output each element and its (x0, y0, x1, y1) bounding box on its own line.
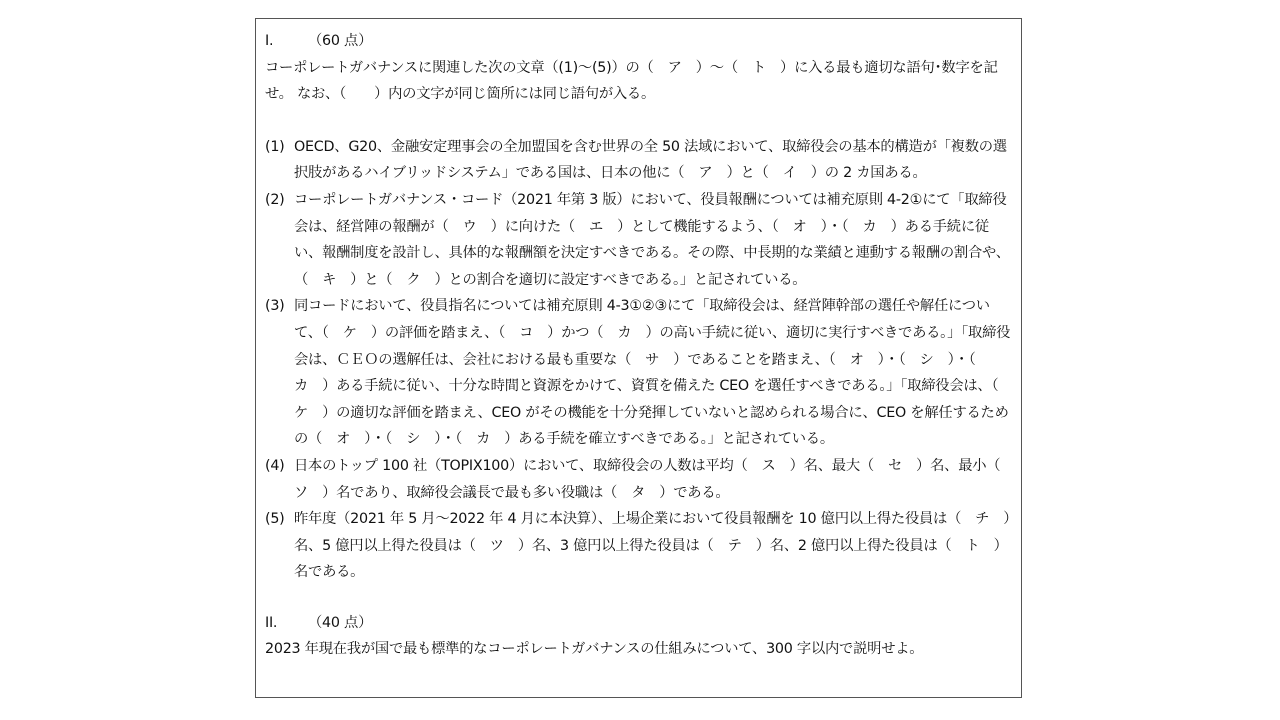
question-item-4 (265, 453, 1015, 506)
question-box (255, 18, 1022, 698)
spacer (265, 108, 1011, 134)
question-item-3 (265, 293, 1011, 453)
spacer (265, 586, 1011, 610)
item-text: コーポレートガバナンス・コード（2021 年第 3 版）において、役員報酬については補充原則 4-2①にて「取締役会は、経営陣の報酬が（ ウ ）に向けた（ エ ）として機能するよう、（ オ ）・（ カ ）ある手続に従い、報酬制度を設計し、具体的な報酬額を決定すべきである。その際、中長期的な業績と連動する報酬の割合や、（ キ ）と（ ク ）との割合を適切に設定すべきである。」と記されている。 (294, 191, 1010, 288)
item-number: (1) (265, 138, 285, 155)
question-item-2 (265, 187, 1011, 293)
item-number: (4) (265, 457, 285, 474)
item-number: (3) (265, 298, 285, 315)
item-text: 日本のトップ 100 社（TOPIX100）において、取締役会の人数は平均（ ス ）名、最大（ セ ）名、最小（ ソ ）名であり、取締役会議長で最も多い役職は（ タ ）である。 (294, 457, 1015, 501)
section-2-number: II. (265, 614, 278, 631)
item-number: (5) (265, 511, 285, 528)
section-2-instruction: 2023 年現在我が国で最も標準的なコーポレートガバナンスの仕組みについて、300 字以内で説明せよ。 (265, 641, 924, 658)
item-number: (2) (265, 191, 285, 208)
item-text: 同コードにおいて、役員指名については補充原則 4-3①②③にて「取締役会は、経営陣幹部の選任や解任について、（ ケ ）の評価を踏まえ、（ コ ）かつ（ カ ）の高い手続に従い、適切に実行すべきである。」「取締役会は、ＣＥＯの選解任は、会社における最も重要な（ サ ）であることを踏まえ、（ オ ）・（ シ ）・（ カ ）ある手続に従い、十分な時間と資源をかけて、資質を備えた CEO を選任すべきである。」「取締役会は、（ ケ ）の適切な評価を踏まえ、CEO がその機能を十分発揮していないと認められる場合に、CEO を解任するための（ オ ）・（ シ ）・（ カ ）ある手続を確立すべきである。」と記されている。 (294, 298, 1013, 448)
section-2-header (265, 610, 1011, 637)
item-text: 昨年度（2021 年 5 月～2022 年 4 月に本決算）、上場企業において役員報酬を 10 億円以上得た役員は（ チ ）名、5 億円以上得た役員は（ ツ ）名、3 億円以上得た役員は（ テ ）名、2 億円以上得た役員は（ ト ）名である。 (294, 511, 1011, 581)
section-1-number: I. (265, 33, 274, 49)
section-1-points: （60 点） (308, 33, 373, 49)
section-1-header (265, 28, 1011, 55)
question-item-5 (265, 506, 1011, 586)
section-1-instruction: コーポレートガバナンスに関連した次の文章（(1)～(5)）の（ ア ）～（ ト ）に入る最も適切な語句･数字を記せ。 なお、（ ）内の文字が同じ箇所には同じ語句が入る。 (265, 59, 998, 103)
question-item-1 (265, 134, 1011, 187)
section-2-points: （40 点） (308, 614, 373, 631)
item-text: OECD、G20、金融安定理事会の全加盟国を含む世界の全 50 法域において、取締役会の基本的構造が「複数の選択肢があるハイブリッドシステム」である国は、日本の他に（ ア ）と（ イ ）の 2 カ国ある。 (294, 138, 1007, 182)
